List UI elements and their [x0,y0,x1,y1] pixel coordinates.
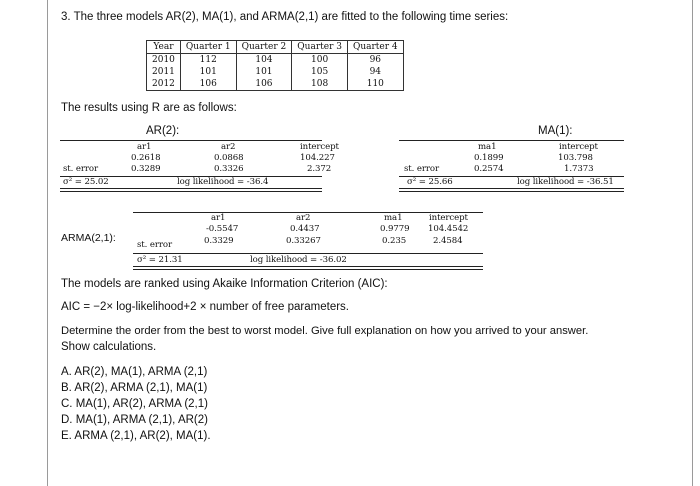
table-cell: 112 [180,54,236,67]
arma-se-ma1: 0.235 [382,236,407,246]
table-row [147,66,404,78]
table-cell: 2012 [147,78,181,91]
ar2-sigma: σ² = 25.02 [63,177,109,187]
table-header: Year [147,41,181,54]
arma-col-ar1: ar1 [211,213,226,223]
table-cell: 94 [347,66,403,78]
table-row [147,54,404,67]
table-header-row [147,41,404,54]
ma1-bottom-rule [399,188,624,192]
ar2-ar1-value: 0.2618 [131,153,161,163]
arma-se-ar2: 0.33267 [286,236,321,246]
table-header: Quarter 1 [180,41,236,54]
time-series-table [146,40,404,91]
table-cell: 101 [180,66,236,78]
ar2-se-ar1: 0.3289 [131,164,161,174]
ma1-col-ma1: ma1 [478,142,497,152]
table-cell: 108 [292,78,348,91]
table-header: Quarter 2 [236,41,292,54]
question-title: 3. The three models AR(2), MA(1), and ARMA(2,1) are fitted to the following time series: [61,11,509,23]
ma1-loglik: log likelihood = -36.51 [517,177,614,187]
arma-col-ma1: ma1 [384,213,403,223]
ar2-se-label: st. error [63,164,99,174]
ma1-title: MA(1): [538,125,573,137]
option-e: E. ARMA (2,1), AR(2), MA(1). [61,430,211,442]
table-cell: 104 [236,54,292,67]
arma-se-label: st. error [137,240,173,250]
arma-col-ar2: ar2 [296,213,311,223]
arma-se-ar1: 0.3329 [204,236,234,246]
table-cell: 2011 [147,66,181,78]
ma1-col-intercept: intercept [559,142,598,152]
ma1-se-intercept: 1.7373 [564,164,594,174]
arma-bottom-rule [133,266,483,270]
ar2-loglik: log likelihood = -36.4 [177,177,269,187]
arma-sigma: σ² = 21.31 [137,255,183,265]
ar2-col-ar2: ar2 [221,142,236,152]
arma-se-intercept: 2.4584 [433,236,463,246]
ar2-ar2-value: 0.0868 [214,153,244,163]
ar2-se-ar2: 0.3326 [214,164,244,174]
arma-col-intercept: intercept [429,213,468,223]
arma-mid-rule [133,253,483,254]
option-a: A. AR(2), MA(1), ARMA (2,1) [61,366,208,378]
arma-title: ARMA(2,1): [61,232,116,244]
table-cell: 105 [292,66,348,78]
ar2-col-ar1: ar1 [137,142,152,152]
arma-loglik: log likelihood = -36.02 [250,255,347,265]
arma-intercept-value: 104.4542 [428,224,469,234]
table-row [147,78,404,91]
arma-ar1-value: -0.5547 [206,224,239,234]
ar2-col-intercept: intercept [300,142,339,152]
ar2-title: AR(2): [146,125,180,137]
ma1-ma1-value: 0.1899 [474,153,504,163]
aic-intro: The models are ranked using Akaike Information Criterion (AIC): [61,278,388,290]
ma1-se-label: st. error [404,164,440,174]
aic-formula: AIC = −2× log-likelihood+2 × number of free parameters. [61,301,349,313]
task-line-2: Show calculations. [61,341,157,353]
table-header: Quarter 3 [292,41,348,54]
ma1-se-ma1: 0.2574 [474,164,504,174]
ar2-top-rule [60,140,322,141]
ar2-intercept-value: 104.227 [300,153,335,163]
table-cell: 2010 [147,54,181,67]
option-b: B. AR(2), ARMA (2,1), MA(1) [61,382,208,394]
table-cell: 110 [347,78,403,91]
ma1-intercept-value: 103.798 [558,153,593,163]
table-cell: 100 [292,54,348,67]
task-line-1: Determine the order from the best to worst model. Give full explanation on how you arrived to your answer. [61,325,589,337]
ar2-se-intercept: 2.372 [307,164,332,174]
table-cell: 101 [236,66,292,78]
arma-ar2-value: 0.4437 [290,224,320,234]
option-c: C. MA(1), AR(2), ARMA (2,1) [61,398,208,410]
table-cell: 106 [236,78,292,91]
table-cell: 106 [180,78,236,91]
table-cell: 96 [347,54,403,67]
option-d: D. MA(1), ARMA (2,1), AR(2) [61,414,208,426]
arma-ma1-value: 0.9779 [380,224,410,234]
ma1-sigma: σ² = 25.66 [407,177,453,187]
ar2-bottom-rule [60,188,322,192]
table-header: Quarter 4 [347,41,403,54]
results-intro: The results using R are as follows: [61,102,237,114]
ma1-top-rule [399,140,624,141]
